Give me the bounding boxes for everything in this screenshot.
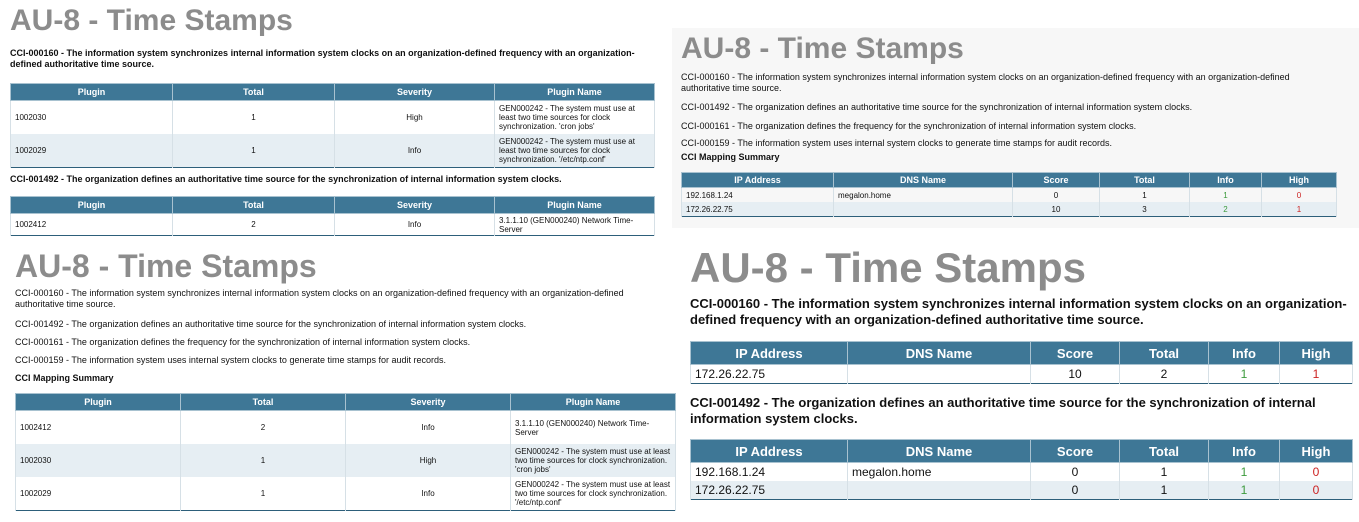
column-header-info[interactable]: Info [1209, 440, 1280, 463]
severity-value: Info [346, 411, 511, 445]
ip-address[interactable]: 172.26.22.75 [691, 481, 848, 500]
total-value: 1 [1120, 481, 1209, 500]
table-row [691, 481, 1353, 500]
ip-summary-table [681, 172, 1337, 217]
mapping-summary-heading: CCI Mapping Summary [681, 152, 780, 162]
column-header-ip-address[interactable]: IP Address [691, 342, 848, 365]
plugin-name: GEN000242 - The system must use at least two time sources for clock synchronization. '/etc/ntp.conf' [511, 477, 676, 511]
plugin-id: 1002030 [16, 444, 181, 477]
column-header-high[interactable]: High [1262, 173, 1337, 188]
cci-001492-description: CCI-001492 - The organization defines an authoritative time source for the synchronization of internal information system clocks. [681, 102, 1193, 112]
cci-000161-description: CCI-000161 - The organization defines the frequency for the synchronization of internal information system clocks. [681, 121, 1137, 131]
report-panel-top-left [0, 0, 665, 245]
column-header-dns-name[interactable]: DNS Name [834, 173, 1013, 188]
high-count: 0 [1280, 481, 1353, 500]
plugin-name: GEN000242 - The system must use at least two time sources for clock synchronization. '/etc/ntp.conf' [495, 134, 655, 168]
table-row [11, 134, 655, 168]
score-value: 10 [1031, 365, 1120, 384]
info-count: 1 [1190, 188, 1262, 203]
plugin-id: 1002029 [11, 134, 173, 168]
score-value: 0 [1031, 481, 1120, 500]
column-header-plugin[interactable]: Plugin [11, 84, 173, 101]
table-row [691, 365, 1353, 384]
table-row [11, 101, 655, 135]
score-value: 0 [1031, 463, 1120, 482]
column-header-total[interactable]: Total [1100, 173, 1190, 188]
cci-001492-description: CCI-001492 - The organization defines an authoritative time source for the synchronization of internal information system clocks. [15, 319, 527, 329]
column-header-dns-name[interactable]: DNS Name [848, 342, 1031, 365]
cci-000160-description: CCI-000160 - The information system synchronizes internal information system clocks on an organization-defined frequency with an organization-defined authoritative time source. [10, 48, 635, 69]
column-header-total[interactable]: Total [1120, 342, 1209, 365]
total-value: 1 [173, 134, 335, 168]
table-row [16, 411, 676, 445]
plugin-name: 3.1.1.10 (GEN000240) Network Time-Server [511, 411, 676, 445]
plugin-table-cci-001492 [10, 196, 655, 236]
plugin-table-summary [15, 393, 676, 511]
column-header-score[interactable]: Score [1031, 342, 1120, 365]
info-count: 1 [1209, 481, 1280, 500]
table-row [16, 477, 676, 511]
column-header-score[interactable]: Score [1013, 173, 1100, 188]
total-value: 3 [1100, 202, 1190, 217]
total-value: 1 [181, 444, 346, 477]
mapping-summary-heading: CCI Mapping Summary [15, 373, 114, 383]
cci-000161-description: CCI-000161 - The organization defines the frequency for the synchronization of internal information system clocks. [15, 337, 471, 347]
info-count: 2 [1190, 202, 1262, 217]
plugin-id: 1002029 [16, 477, 181, 511]
score-value: 0 [1013, 188, 1100, 203]
column-header-severity[interactable]: Severity [335, 197, 495, 214]
cci-001492-description: CCI-001492 - The organization defines an authoritative time source for the synchronization of internal information system clocks. [690, 395, 1316, 426]
column-header-total[interactable]: Total [173, 197, 335, 214]
ip-summary-table-cci-001492 [690, 439, 1353, 500]
section-title: AU-8 - Time Stamps [10, 4, 293, 37]
cci-001492-description: CCI-001492 - The organization defines an authoritative time source for the synchronization of internal information system clocks. [10, 174, 562, 184]
column-header-high[interactable]: High [1280, 440, 1353, 463]
column-header-score[interactable]: Score [1031, 440, 1120, 463]
total-value: 2 [181, 411, 346, 445]
ip-address[interactable]: 192.168.1.24 [682, 188, 834, 203]
column-header-info[interactable]: Info [1209, 342, 1280, 365]
column-header-total[interactable]: Total [1120, 440, 1209, 463]
column-header-plugin[interactable]: Plugin [11, 197, 173, 214]
column-header-plugin-name[interactable]: Plugin Name [511, 394, 676, 411]
plugin-name: GEN000242 - The system must use at least two time sources for clock synchronization. 'cron jobs' [495, 101, 655, 135]
column-header-plugin-name[interactable]: Plugin Name [495, 84, 655, 101]
high-count: 0 [1262, 188, 1337, 203]
plugin-name: GEN000242 - The system must use at least two time sources for clock synchronization. 'cron jobs' [511, 444, 676, 477]
severity-value: Info [335, 214, 495, 236]
column-header-total[interactable]: Total [173, 84, 335, 101]
table-row [682, 202, 1337, 217]
table-row [16, 444, 676, 477]
column-header-plugin[interactable]: Plugin [16, 394, 181, 411]
ip-address[interactable]: 172.26.22.75 [691, 365, 848, 384]
plugin-id: 1002412 [11, 214, 173, 236]
column-header-ip-address[interactable]: IP Address [691, 440, 848, 463]
ip-summary-table-cci-000160 [690, 341, 1353, 384]
dns-name [848, 365, 1031, 384]
section-title: AU-8 - Time Stamps [681, 32, 964, 65]
column-header-ip-address[interactable]: IP Address [682, 173, 834, 188]
plugin-id: 1002030 [11, 101, 173, 135]
cci-000160-description: CCI-000160 - The information system synchronizes internal information system clocks on an organization-defined frequency with an organization-defined authoritative time source. [15, 288, 624, 309]
plugin-table-cci-000160 [10, 83, 655, 168]
report-panel-top-right [672, 28, 1359, 228]
ip-address[interactable]: 172.26.22.75 [682, 202, 834, 217]
column-header-plugin-name[interactable]: Plugin Name [495, 197, 655, 214]
high-count: 1 [1280, 365, 1353, 384]
total-value: 2 [1120, 365, 1209, 384]
severity-value: High [335, 101, 495, 135]
total-value: 1 [1100, 188, 1190, 203]
table-row [682, 188, 1337, 203]
ip-address[interactable]: 192.168.1.24 [691, 463, 848, 482]
severity-value: Info [346, 477, 511, 511]
dns-name: megalon.home [848, 463, 1031, 482]
column-header-high[interactable]: High [1280, 342, 1353, 365]
cci-000159-description: CCI-000159 - The information system uses internal system clocks to generate time stamps for audit records. [15, 355, 447, 365]
plugin-id: 1002412 [16, 411, 181, 445]
info-count: 1 [1209, 463, 1280, 482]
cci-000160-description: CCI-000160 - The information system synchronizes internal information system clocks on an organization-defined frequency with an organization-defined authoritative time source. [690, 296, 1347, 327]
score-value: 10 [1013, 202, 1100, 217]
severity-value: Info [335, 134, 495, 168]
cci-000159-description: CCI-000159 - The information system uses internal system clocks to generate time stamps for audit records. [681, 138, 1113, 148]
high-count: 1 [1262, 202, 1337, 217]
severity-value: High [346, 444, 511, 477]
table-row [11, 214, 655, 236]
dns-name [848, 481, 1031, 500]
plugin-name: 3.1.1.10 (GEN000240) Network Time-Server [495, 214, 655, 236]
dns-name: megalon.home [834, 188, 1013, 203]
cci-000160-description: CCI-000160 - The information system synchronizes internal information system clocks on an organization-defined frequency with an organization-defined authoritative time source. [681, 72, 1290, 93]
report-panel-bottom-right [680, 240, 1359, 522]
column-header-dns-name[interactable]: DNS Name [848, 440, 1031, 463]
info-count: 1 [1209, 365, 1280, 384]
column-header-severity[interactable]: Severity [335, 84, 495, 101]
column-header-severity[interactable]: Severity [346, 394, 511, 411]
table-row [691, 463, 1353, 482]
total-value: 1 [173, 101, 335, 135]
total-value: 1 [1120, 463, 1209, 482]
section-title: AU-8 - Time Stamps [15, 248, 317, 284]
section-title: AU-8 - Time Stamps [690, 244, 1086, 291]
column-header-total[interactable]: Total [181, 394, 346, 411]
total-value: 2 [173, 214, 335, 236]
total-value: 1 [181, 477, 346, 511]
high-count: 0 [1280, 463, 1353, 482]
dns-name [834, 202, 1013, 217]
report-panel-bottom-left [0, 242, 682, 522]
column-header-info[interactable]: Info [1190, 173, 1262, 188]
